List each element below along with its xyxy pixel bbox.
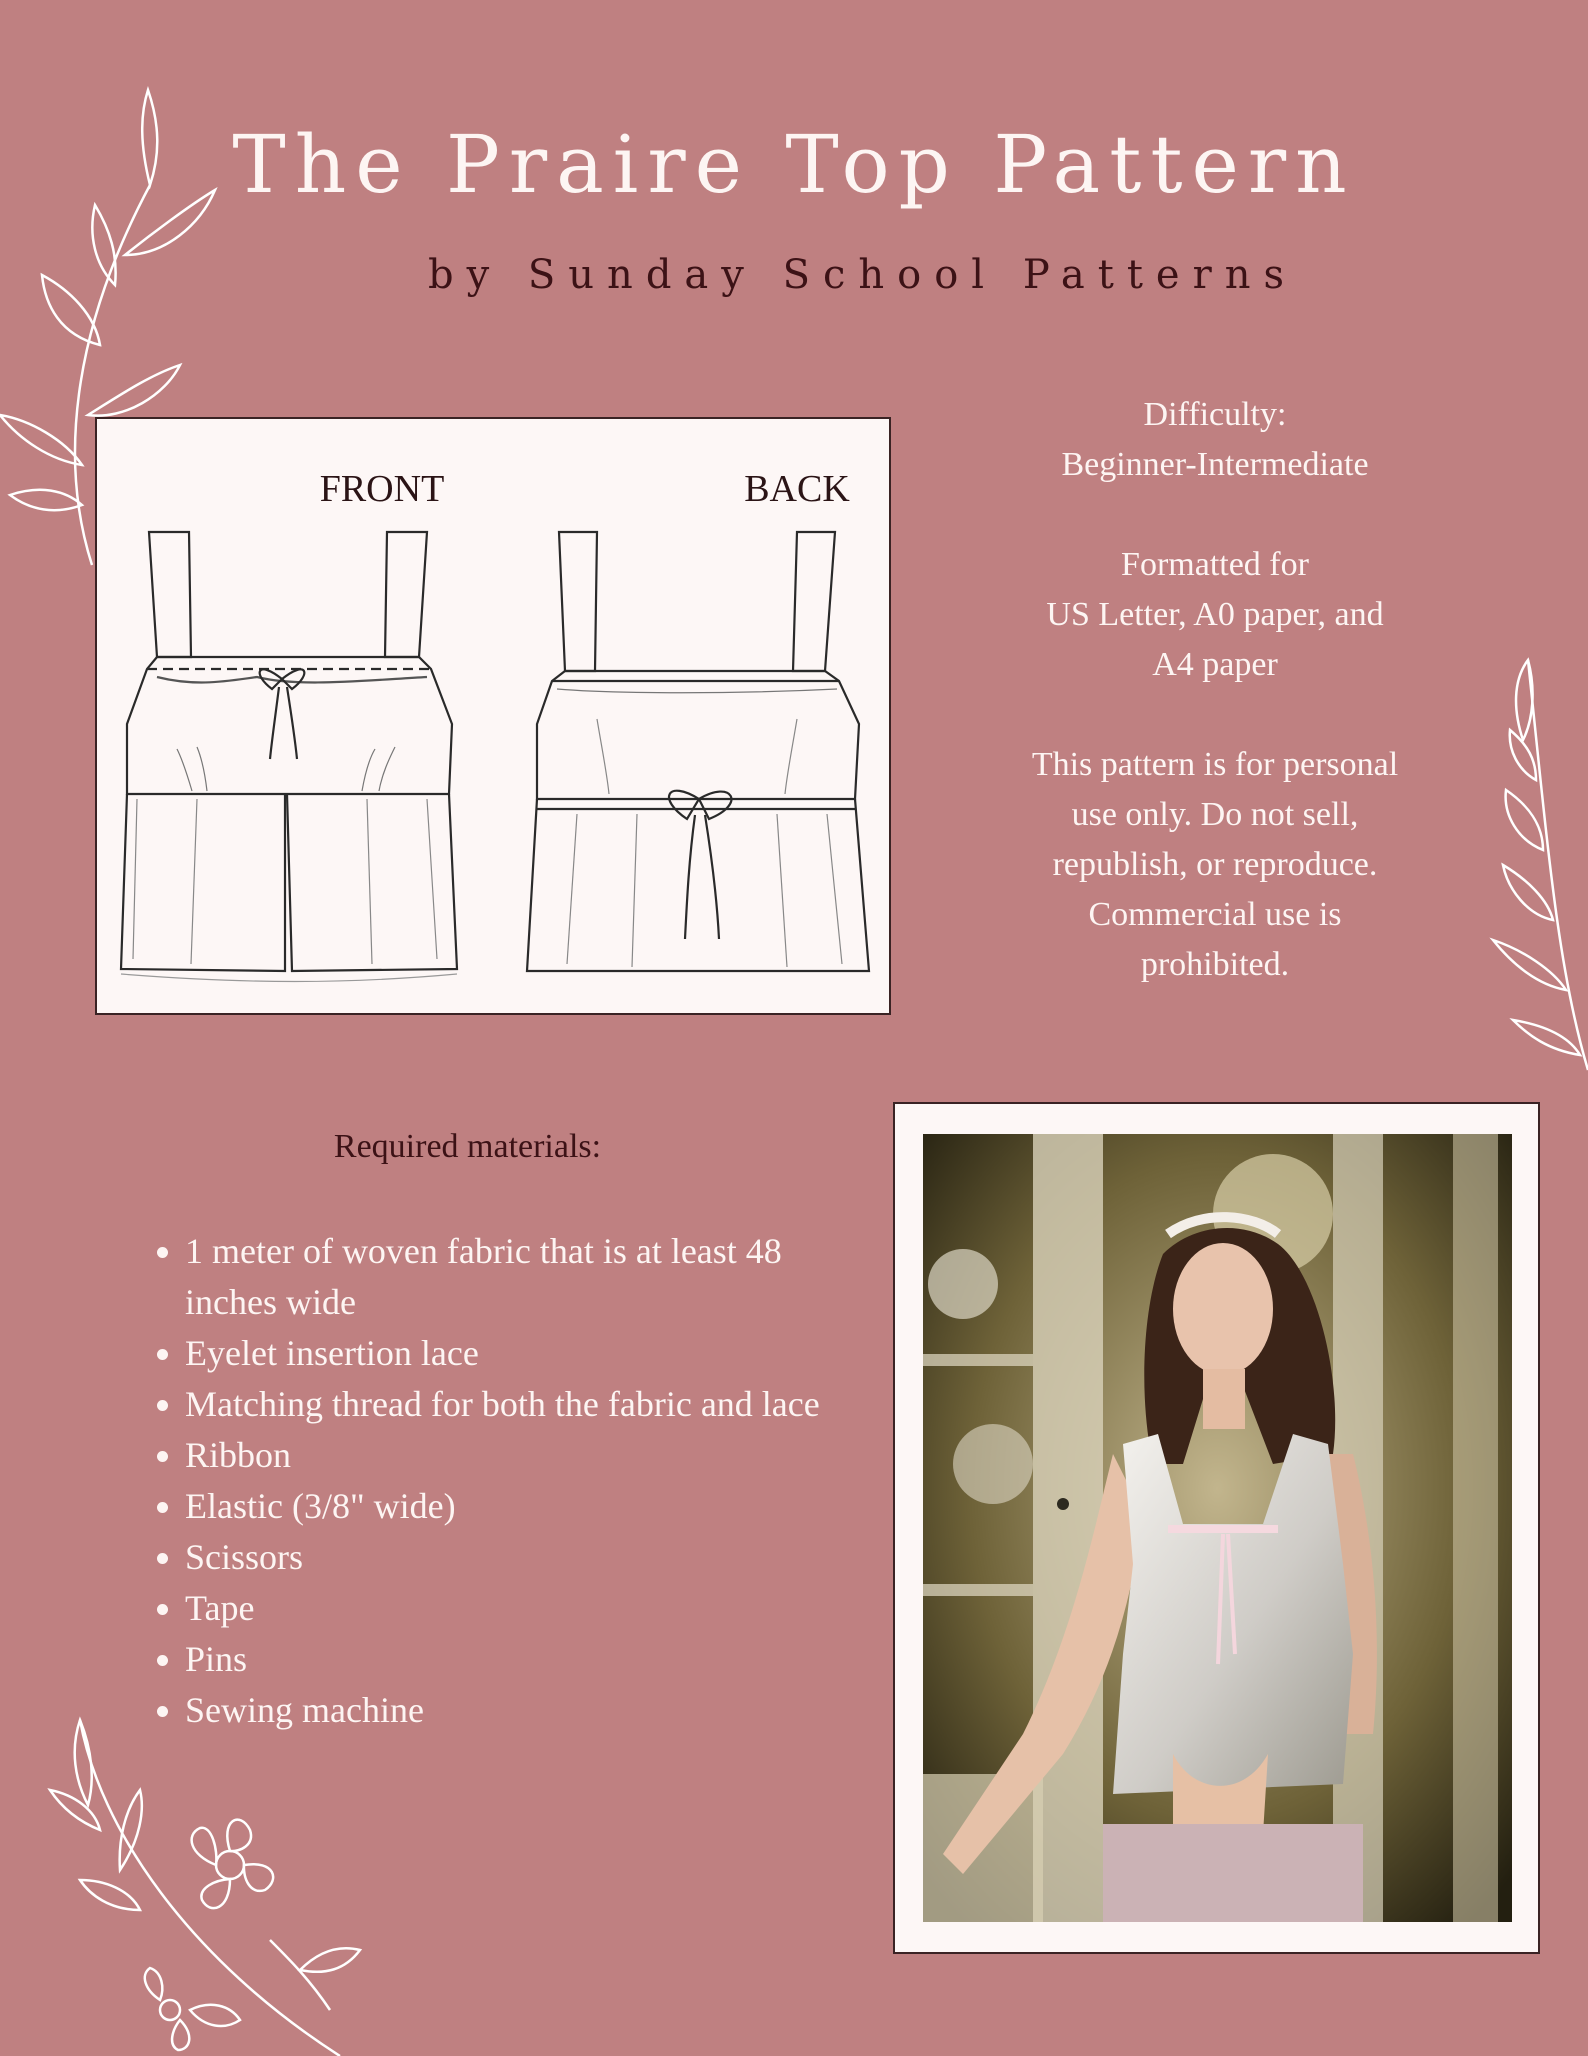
- page-subtitle: by Sunday School Patterns: [427, 252, 1298, 298]
- back-label: BACK: [744, 468, 850, 510]
- format-line-1: Formatted for: [1121, 546, 1309, 583]
- front-label: FRONT: [319, 468, 445, 510]
- list-item: • Matching thread for both the fabric and lace: [185, 1379, 865, 1430]
- list-item: • 1 meter of woven fabric that is at least 48 inches wide: [185, 1226, 865, 1328]
- list-item: • Elastic (3/8" wide): [185, 1481, 865, 1532]
- format-line-2: US Letter, A0 paper, and: [1046, 596, 1384, 633]
- list-item: • Scissors: [185, 1532, 865, 1583]
- list-item: • Pins: [185, 1634, 865, 1685]
- front-garment-drawing: [121, 532, 457, 982]
- list-item: • Ribbon: [185, 1430, 865, 1481]
- list-item: • Sewing machine: [185, 1685, 865, 1736]
- materials-heading: Required materials:: [333, 1128, 602, 1165]
- license-line-5: prohibited.: [1140, 946, 1290, 983]
- list-item: • Eyelet insertion lace: [185, 1328, 865, 1379]
- license-line-3: republish, or reproduce.: [1052, 846, 1378, 883]
- photo-frame: [893, 1102, 1540, 1954]
- page-title: The Praire Top Pattern: [232, 118, 1356, 211]
- materials-list: [135, 1226, 865, 1736]
- license-line-1: This pattern is for personal: [1031, 746, 1399, 783]
- license-line-2: use only. Do not sell,: [1071, 796, 1359, 833]
- difficulty-value: Beginner-Intermediate: [1061, 446, 1369, 483]
- pattern-info: [960, 390, 1470, 1040]
- license-line-4: Commercial use is: [1088, 896, 1342, 933]
- technical-sketch-card: [95, 417, 891, 1015]
- model-photo: [923, 1134, 1512, 1922]
- flower-branch-bottom-left-icon: [40, 1710, 420, 2056]
- list-item: • Tape: [185, 1583, 865, 1634]
- garment-flat-sketch: [97, 419, 893, 1017]
- difficulty-label: Difficulty:: [1143, 396, 1287, 433]
- back-garment-drawing: [527, 532, 869, 971]
- leaf-branch-right-icon: [1488, 650, 1588, 1080]
- format-line-3: A4 paper: [1152, 646, 1278, 683]
